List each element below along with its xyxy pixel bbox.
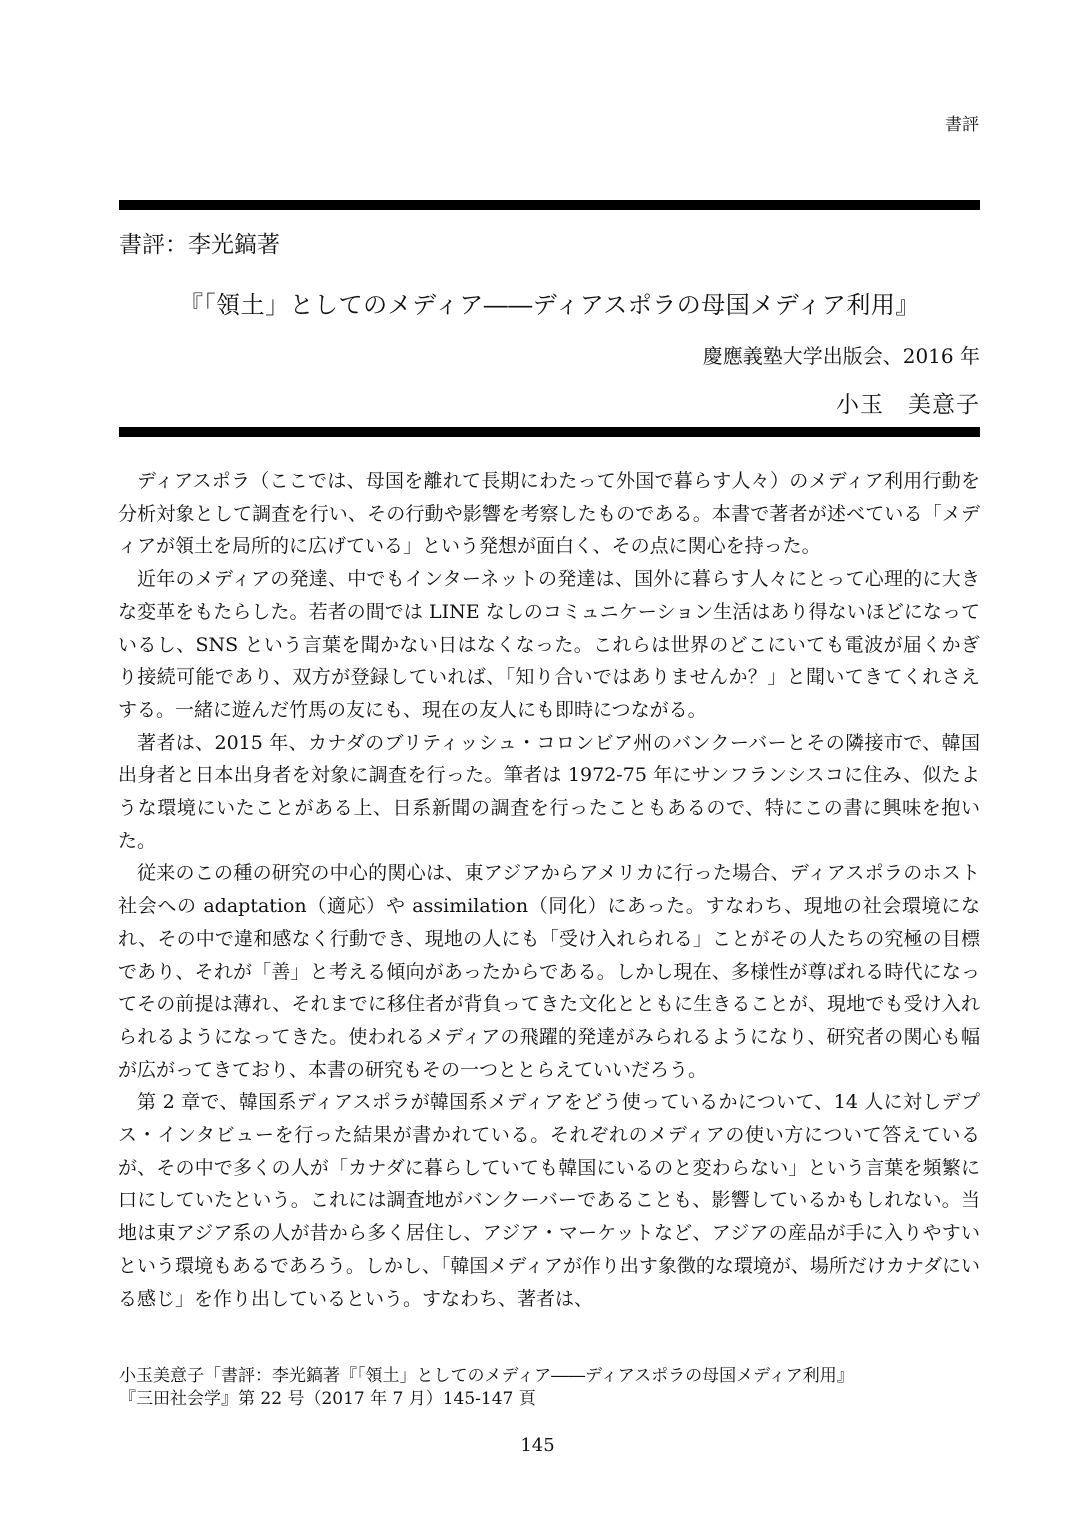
page-number: 145 [520, 1435, 555, 1456]
review-label: 書評：李光鎬著 [119, 232, 280, 258]
publisher-line: 慶應義塾大学出版会、2016 年 [702, 344, 980, 368]
paragraph-2: 近年のメディアの発達、中でもインターネットの発達は、国外に暮らす人々にとって心理的に大きな変革をもたらした。若者の間では LINE なしのコミュニケーション生活はあり得ないほどになっているし、SNS という言葉を聞かない日はなくなった。これらは世界のどこにいても電波が届くかぎり接続可能であり、双方が登録していれば、「知り合いではありませんか？」と聞いてきてくれさえする。一緒に遊んだ竹馬の友にも、現在の友人にも即時につながる。 [118, 568, 980, 721]
citation-line-1: 小玉美意子「書評：李光鎬著『「領土」としてのメディア――ディアスポラの母国メディア利用』 [119, 1366, 854, 1386]
book-title: 『「領土」としてのメディア――ディアスポラの母国メディア利用』 [179, 291, 920, 319]
review-author: 小玉 美意子 [836, 392, 980, 418]
paragraph-4: 従来のこの種の研究の中心的関心は、東アジアからアメリカに行った場合、ディアスポラのホスト社会への adaptation（適応）や assimilation（同化）にあった。すなわち、現地の社会環境になれ、その中で違和感なく行動でき、現地の人にも「受け入れられる」ことがその人たちの究極の目標であり、それが「善」と考える傾向があったからである。しかし現在、多様性が尊ばれる時代になってその前提は薄れ、それまでに移住者が背負ってきた文化とともに生きることが、現地でも受け入れられるようになってきた。使われるメディアの飛躍的発達がみられるようになり、研究者の関心も幅が広がってきており、本書の研究もその一つととらえていいだろう。 [118, 862, 980, 1081]
citation-footnote [119, 1365, 981, 1411]
title-rule-top [119, 200, 980, 210]
running-head: 書評 [945, 115, 979, 135]
title-rule-bottom [119, 427, 980, 437]
paragraph-1: ディアスポラ（ここでは、母国を離れて長期にわたって外国で暮らす人々）のメディア利用行動を分析対象として調査を行い、その行動や影響を考察したものである。本書で著者が述べている「メディアが領土を局所的に広げている」という発想が面白く、その点に関心を持った。 [118, 470, 980, 558]
article-body [118, 465, 980, 1315]
paragraph-3: 著者は、2015 年、カナダのブリティッシュ・コロンビア州のバンクーバーとその隣接市で、韓国出身者と日本出身者を対象に調査を行った。筆者は 1972-75 年にサンフランシスコに住み、似たような環境にいたことがある上、日系新聞の調査を行ったこともあるので、特にこの書に興味を抱いた。 [118, 731, 980, 852]
paragraph-5: 第 2 章で、韓国系ディアスポラが韓国系メディアをどう使っているかについて、14 人に対しデプス・インタビューを行った結果が書かれている。それぞれのメディアの使い方について答えているが、その中で多くの人が「カナダに暮らしていても韓国にいるのと変わらない」という言葉を頻繁に口にしていたという。これには調査地がバンクーバーであることも、影響しているかもしれない。当地は東アジア系の人が昔から多く居住し、アジア・マーケットなど、アジアの産品が手に入りやすいという環境もあるであろう。しかし、「韓国メディアが作り出す象徴的な環境が、場所だけカナダにいる感じ」を作り出しているという。すなわち、著者は、 [118, 1091, 980, 1310]
citation-line-2: 『三田社会学』第 22 号（2017 年 7 月）145-147 頁 [119, 1389, 536, 1409]
